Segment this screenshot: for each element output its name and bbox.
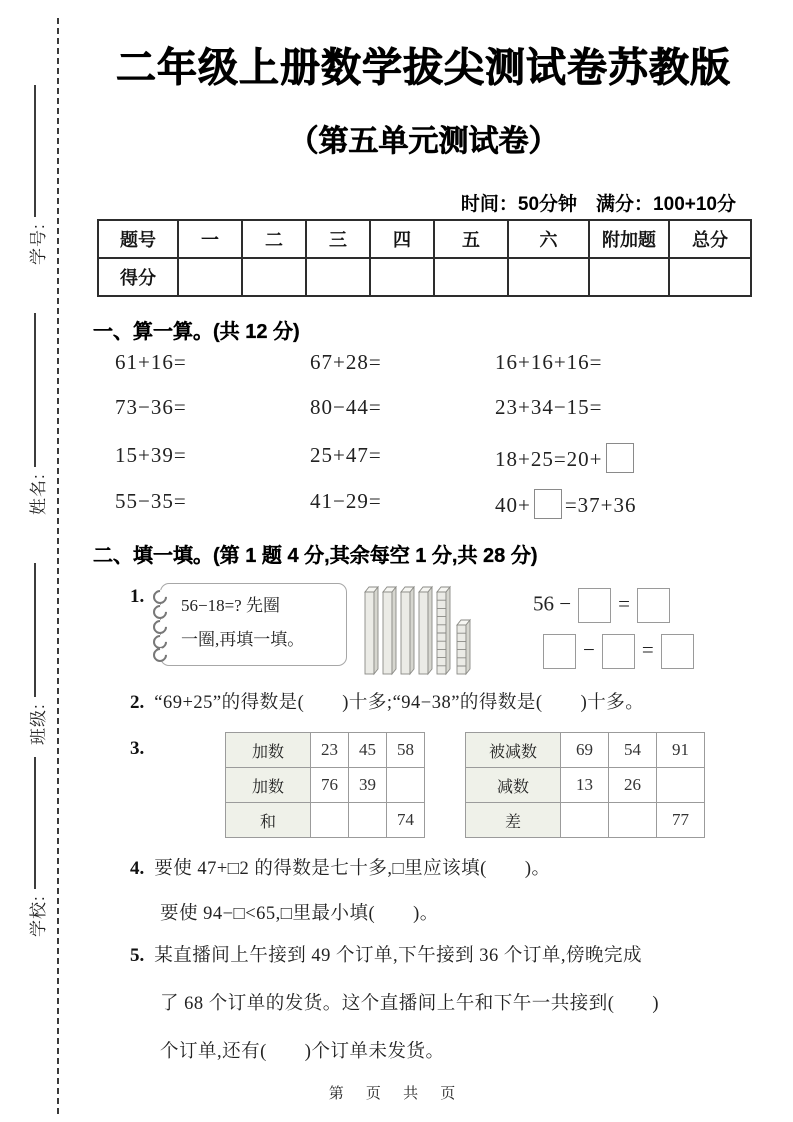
spiral-ring-icon <box>150 645 170 665</box>
q3-subtraction-table <box>465 732 705 838</box>
calc-row <box>97 350 750 380</box>
question-5-line1 <box>130 941 642 967</box>
q5-text-line1: 某直播间上午接到 49 个订单,下午接到 36 个订单,傍晚完成 <box>154 946 643 966</box>
calc-row <box>97 395 750 425</box>
calc-expression: 67+28= <box>310 350 382 374</box>
q1-equation-1 <box>533 588 677 623</box>
school-label: 学校: <box>28 895 48 937</box>
equals-sign: = <box>641 637 654 662</box>
score-cell-empty <box>306 258 370 296</box>
write-in-line <box>34 757 36 889</box>
row-header: 加数 <box>226 733 311 768</box>
row-header: 被减数 <box>466 733 561 768</box>
table-cell: 54 <box>609 733 657 768</box>
section1-heading: 一、算一算。(共 12 分) <box>93 321 300 343</box>
answer-box <box>543 634 576 669</box>
q5-text-line2: 了 68 个订单的发货。这个直播间上午和下午一共接到( ) <box>160 994 660 1014</box>
score-table-header-row <box>98 220 751 258</box>
score-header-cell: 题号 <box>98 220 178 258</box>
score-header-cell: 二 <box>242 220 306 258</box>
calc-expression-with-box <box>495 443 637 473</box>
question-5-line3 <box>160 1037 444 1063</box>
table-cell-empty <box>609 803 657 838</box>
calc-row <box>97 443 750 473</box>
row-header: 和 <box>226 803 311 838</box>
q1-hint-card <box>160 583 347 666</box>
table-cell: 69 <box>561 733 609 768</box>
score-table <box>97 219 752 297</box>
q4-text-line2: 要使 94−□<65,□里最小填( )。 <box>160 904 439 924</box>
calc-expression: 41−29= <box>310 489 382 513</box>
page-title: 二年级上册数学拔尖测试卷苏教版 <box>116 46 731 90</box>
table-cell-empty <box>311 803 349 838</box>
table-cell: 77 <box>657 803 705 838</box>
question-2 <box>130 688 644 714</box>
class-blank <box>25 563 47 745</box>
score-row-label: 得分 <box>98 258 178 296</box>
answer-box <box>578 588 611 623</box>
table-cell: 26 <box>609 768 657 803</box>
card-text-line1: 56−18=? 先圈 <box>181 596 280 615</box>
score-cell-empty <box>242 258 306 296</box>
q5-number: 5. <box>130 945 145 966</box>
row-header: 加数 <box>226 768 311 803</box>
calc-expression: 61+16= <box>115 350 187 374</box>
score-header-cell: 附加题 <box>589 220 669 258</box>
table-cell: 91 <box>657 733 705 768</box>
answer-box <box>637 588 670 623</box>
calc-expression: 25+47= <box>310 443 382 467</box>
equation-text: 56 − <box>533 591 572 616</box>
score-cell-empty <box>589 258 669 296</box>
calc-expression: 80−44= <box>310 395 382 419</box>
expression-text: 18+25=20+ <box>495 447 603 471</box>
minus-sign: − <box>583 637 595 662</box>
table-cell: 13 <box>561 768 609 803</box>
student-name-label: 姓名: <box>28 473 48 515</box>
calc-expression: 23+34−15= <box>495 395 603 419</box>
equals-sign: = <box>618 591 630 616</box>
time-score-info: 时间：50分钟 满分：100+10分 <box>460 194 736 215</box>
score-header-cell: 五 <box>434 220 508 258</box>
card-text-line2: 一圈,再填一填。 <box>181 630 305 649</box>
table-cell-empty <box>561 803 609 838</box>
table-cell: 23 <box>311 733 349 768</box>
score-header-cell: 一 <box>178 220 242 258</box>
seal-dashed-line <box>57 18 59 1114</box>
question-4-line1 <box>130 854 550 880</box>
table-cell: 76 <box>311 768 349 803</box>
table-cell-empty <box>387 768 425 803</box>
student-id-label: 学号: <box>28 223 48 265</box>
question-4-line2 <box>160 899 439 925</box>
page-footer: 第 页 共 页 <box>328 1085 465 1102</box>
table-cell: 74 <box>387 803 425 838</box>
q3-number: 3. <box>130 738 145 759</box>
row-header: 减数 <box>466 768 561 803</box>
table-cell-empty <box>349 803 387 838</box>
q4-text-line1: 要使 47+□2 的得数是七十多,□里应该填( )。 <box>154 859 551 879</box>
q1-number: 1. <box>130 586 145 607</box>
answer-box <box>606 443 634 473</box>
expression-text: =37+36 <box>564 493 637 517</box>
write-in-line <box>34 563 36 697</box>
q4-number: 4. <box>130 858 145 879</box>
question-5-line2 <box>160 989 659 1015</box>
student-name-blank <box>25 313 47 515</box>
class-label: 班级: <box>28 703 48 745</box>
write-in-line <box>34 85 36 217</box>
score-header-cell: 六 <box>508 220 589 258</box>
expression-text: 40+ <box>495 493 531 517</box>
score-cell-empty <box>508 258 589 296</box>
calc-expression: 55−35= <box>115 489 187 513</box>
place-value-blocks <box>362 582 480 680</box>
score-header-cell: 总分 <box>669 220 751 258</box>
q2-number: 2. <box>130 692 145 713</box>
table-cell: 39 <box>349 768 387 803</box>
score-cell-empty <box>669 258 751 296</box>
answer-box <box>602 634 635 669</box>
score-header-cell: 四 <box>370 220 434 258</box>
student-id-blank <box>25 85 47 265</box>
school-blank <box>25 757 47 937</box>
score-header-cell: 三 <box>306 220 370 258</box>
score-cell-empty <box>434 258 508 296</box>
calc-expression: 73−36= <box>115 395 187 419</box>
score-cell-empty <box>178 258 242 296</box>
table-cell-empty <box>657 768 705 803</box>
row-header: 差 <box>466 803 561 838</box>
score-cell-empty <box>370 258 434 296</box>
calc-expression: 15+39= <box>115 443 187 467</box>
calc-expression: 16+16+16= <box>495 350 603 374</box>
calc-expression-with-box <box>495 489 637 519</box>
score-table-score-row <box>98 258 751 296</box>
q2-text: “69+25”的得数是( )十多;“94−38”的得数是( )十多。 <box>154 693 645 713</box>
q5-text-line3: 个订单,还有( )个订单未发货。 <box>160 1042 445 1062</box>
section2-heading: 二、填一填。(第 1 题 4 分,其余每空 1 分,共 28 分) <box>93 545 538 567</box>
answer-box <box>661 634 694 669</box>
q1-equation-2 <box>543 634 701 669</box>
q3-addition-table <box>225 732 425 838</box>
table-cell: 58 <box>387 733 425 768</box>
write-in-line <box>34 313 36 467</box>
table-cell: 45 <box>349 733 387 768</box>
page-subtitle: （第五单元测试卷） <box>288 125 559 158</box>
answer-box <box>534 489 562 519</box>
calc-row <box>97 489 750 519</box>
